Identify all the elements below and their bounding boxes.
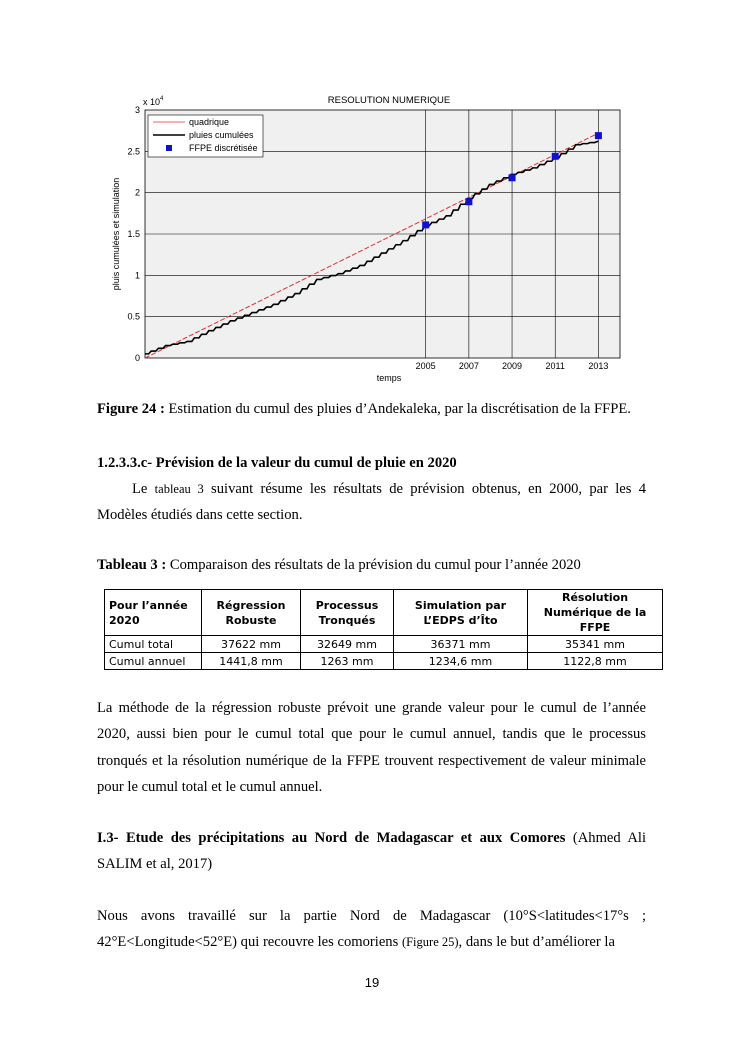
table-caption bbox=[97, 557, 581, 574]
x-tick-label: 2005 bbox=[415, 361, 436, 371]
para3-pre: Nous avons travaillé sur la partie Nord de Madagascar (10°S<latitudes<17°s ; 42°E<Longitude<52°E) qui recouvre les comoriens bbox=[97, 908, 646, 951]
section2-title: I.3- Etude des précipitations au Nord de Madagascar et aux Comores bbox=[97, 830, 566, 846]
section-heading: 1.2.3.3.c- Prévision de la valeur du cumul de pluie en 2020 bbox=[97, 455, 457, 471]
y-multiplier-exponent: 4 bbox=[160, 96, 164, 102]
legend-label-ffpe: FFPE discrétisée bbox=[189, 143, 258, 153]
table-cell: 36371 mm bbox=[394, 636, 528, 653]
para3-post: , dans le but d’améliorer la bbox=[458, 934, 615, 951]
figure-caption-label: Figure 24 : bbox=[97, 401, 165, 417]
para1-table-ref: tableau 3 bbox=[154, 482, 204, 496]
ffpe-point bbox=[595, 132, 602, 139]
x-tick-label: 2007 bbox=[458, 361, 479, 371]
ffpe-point bbox=[552, 153, 559, 160]
table-cell: Cumul total bbox=[105, 636, 202, 653]
x-axis-label: temps bbox=[376, 373, 402, 383]
table-cell: 37622 mm bbox=[202, 636, 301, 653]
table-header: Pour l’année 2020 bbox=[105, 590, 202, 636]
section2-citation: (Ahmed Ali SALIM et al, 2017) bbox=[97, 830, 646, 873]
results-table bbox=[104, 589, 663, 670]
y-tick-label: 2.5 bbox=[127, 146, 140, 157]
x-tick-label: 2009 bbox=[502, 361, 523, 371]
cumulative-rainfall-chart bbox=[90, 88, 650, 388]
table-header: Simulation par L’EDPS d’Îto bbox=[394, 590, 528, 636]
figure-caption-text: Estimation du cumul des pluies d’Andekaleka, par la discrétisation de la FFPE. bbox=[164, 401, 631, 417]
table-row bbox=[105, 636, 663, 653]
y-axis-label: pluis cumulées et simulation bbox=[111, 177, 121, 291]
y-multiplier bbox=[143, 96, 164, 107]
table-cell: 35341 mm bbox=[528, 636, 663, 653]
section2-heading bbox=[97, 825, 646, 878]
ffpe-point bbox=[465, 198, 472, 205]
chart-legend bbox=[148, 115, 263, 157]
table-header: Résolution Numérique de la FFPE bbox=[528, 590, 663, 636]
ffpe-point bbox=[422, 221, 429, 228]
table-caption-label: Tableau 3 : bbox=[97, 557, 167, 573]
para1-pre: Le bbox=[132, 481, 155, 497]
ffpe-point bbox=[509, 174, 516, 181]
table-header: Régression Robuste bbox=[202, 590, 301, 636]
legend-label-pluies: pluies cumulées bbox=[189, 130, 254, 140]
table-cell: Cumul annuel bbox=[105, 653, 202, 670]
y-tick-label: 1 bbox=[134, 270, 140, 281]
legend-label-quadrique: quadrique bbox=[189, 117, 230, 127]
x-tick-label: 2013 bbox=[588, 361, 609, 371]
y-tick-label: 1.5 bbox=[127, 229, 140, 239]
legend-swatch-ffpe bbox=[166, 145, 172, 151]
table-cell: 32649 mm bbox=[301, 636, 394, 653]
table-caption-text: Comparaison des résultats de la prévision du cumul pour l’année 2020 bbox=[166, 557, 581, 573]
paragraph-intro bbox=[97, 476, 646, 529]
table-cell: 1122,8 mm bbox=[528, 653, 663, 670]
y-tick-label: 0.5 bbox=[127, 311, 140, 322]
table-cell: 1234,6 mm bbox=[394, 653, 528, 670]
chart-title: RESOLUTION NUMERIQUE bbox=[327, 95, 451, 106]
table-cell: 1263 mm bbox=[301, 653, 394, 670]
paragraph-analysis: La méthode de la régression robuste prévoit une grande valeur pour le cumul de l’année 2020, aussi bien pour le cumul total que pour le cumul annuel, tandis que le processus tronqués et la résolution numérique de la FFPE trouvent respectivement de valeur minimale pour le cumul total et le cumul annuel. bbox=[97, 700, 646, 795]
table-header: Processus Tronqués bbox=[301, 590, 394, 636]
x-tick-label: 2011 bbox=[545, 361, 565, 371]
y-tick-label: 3 bbox=[134, 105, 140, 115]
table-cell: 1441,8 mm bbox=[202, 653, 301, 670]
page-number: 19 bbox=[364, 975, 380, 990]
para3-figure-ref: (Figure 25) bbox=[401, 935, 459, 950]
y-tick-label: 0 bbox=[134, 353, 140, 363]
y-multiplier-base: x 10 bbox=[143, 97, 161, 107]
y-tick-label: 2 bbox=[134, 187, 140, 198]
figure-caption bbox=[97, 401, 631, 418]
paragraph-study bbox=[97, 903, 646, 956]
table-header-row bbox=[105, 590, 663, 636]
para1-post: suivant résume les résultats de prévision obtenus, en 2000, par les 4 Modèles étudiés dans cette section. bbox=[97, 481, 646, 524]
table-row bbox=[105, 653, 663, 670]
